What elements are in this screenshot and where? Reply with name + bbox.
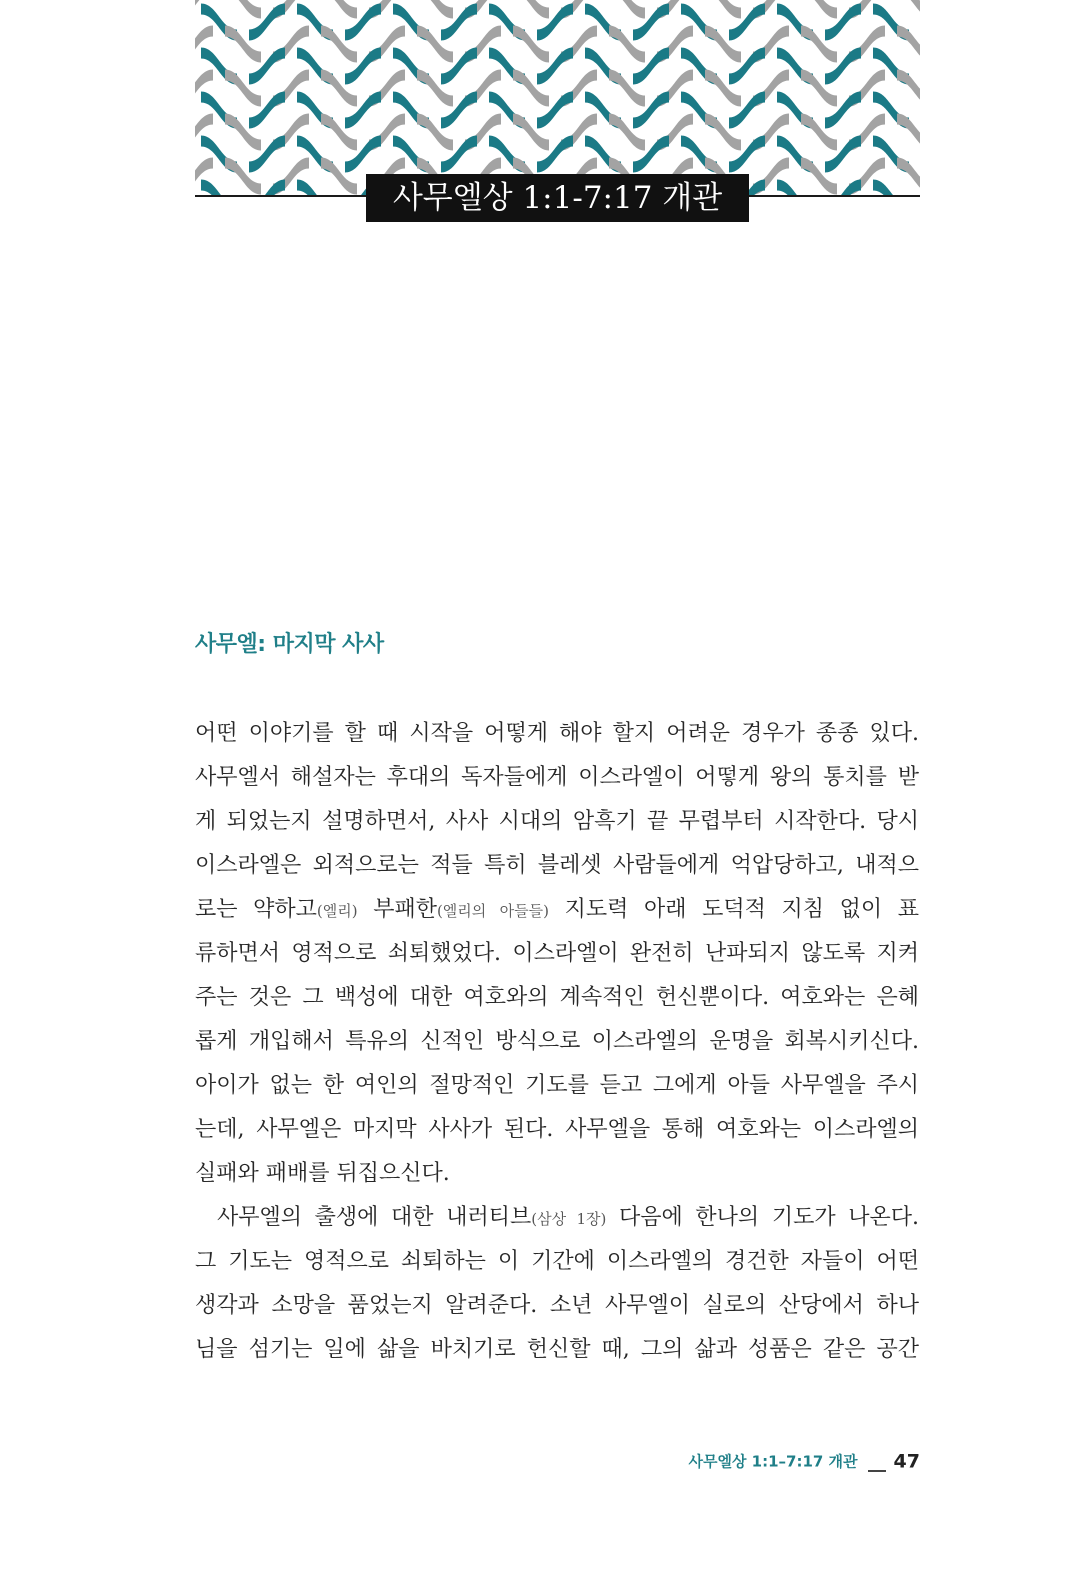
inline-note: (삼상 1장) <box>531 1210 607 1228</box>
wave-stroke <box>705 0 741 19</box>
wave-stroke <box>513 0 549 19</box>
chapter-title: 사무엘상 1:1-7:17 개관 <box>366 174 749 222</box>
body-text-run: 사무엘의 출생에 대한 내러티브 <box>217 1205 532 1230</box>
body-line: 주는 것은 그 백성에 대한 여호와의 계속적인 헌신뿐이다. 여호와는 은혜 <box>195 985 919 1010</box>
body-line: 는데, 사무엘은 마지막 사사가 된다. 사무엘을 통해 여호와는 이스라엘의 <box>195 1117 919 1142</box>
wave-stroke <box>873 180 909 197</box>
wave-stroke <box>897 114 920 151</box>
body-text-run: 다음에 한나의 기도가 나온다. <box>606 1205 919 1230</box>
inline-note: (엘리의 아들들) <box>436 902 549 920</box>
body-line: 류하면서 영적으로 쇠퇴했었다. 이스라엘이 완전히 난파되지 않도록 지켜 <box>195 941 919 966</box>
body-text-run: 지도력 아래 도덕적 지침 없이 표 <box>549 897 919 922</box>
page-footer <box>688 1446 920 1476</box>
body-line: 아이가 없는 한 여인의 절망적인 기도를 듣고 그에게 아들 사무엘을 주시 <box>195 1073 919 1098</box>
body-line: 생각과 소망을 품었는지 알려준다. 소년 사무엘이 실로의 산당에서 하나 <box>195 1293 919 1318</box>
body-line: 사무엘서 해설자는 후대의 독자들에게 이스라엘이 어떻게 왕의 통치를 받 <box>195 765 919 790</box>
body-line: 실패와 패배를 뒤집으신다. <box>195 1161 450 1186</box>
wave-stroke <box>321 0 357 19</box>
wave-stroke <box>417 0 453 19</box>
footer-separator <box>868 1470 886 1472</box>
wave-stroke <box>225 0 261 19</box>
body-line <box>195 1196 919 1240</box>
running-title: 사무엘상 1:1–7:17 개관 <box>688 1452 858 1471</box>
body-line: 어떤 이야기를 할 때 시작을 어떻게 해야 할지 어려운 경우가 종종 있다. <box>195 721 919 746</box>
body-line: 롭게 개입해서 특유의 신적인 방식으로 이스라엘의 운명을 회복시키신다. <box>195 1029 919 1054</box>
wave-stroke <box>801 0 837 19</box>
wave-stroke <box>897 70 920 107</box>
wave-stroke <box>777 180 813 197</box>
header-wave-pattern <box>195 0 920 196</box>
body-line <box>195 888 919 932</box>
body-line: 그 기도는 영적으로 쇠퇴하는 이 기간에 이스라엘의 경건한 자들이 어떤 <box>195 1249 919 1274</box>
wave-stroke <box>897 26 920 63</box>
wave-stroke <box>297 180 333 197</box>
page-number: 47 <box>893 1450 920 1473</box>
wave-stroke <box>609 0 645 19</box>
wave-stroke <box>897 0 920 19</box>
body-line: 게 되었는지 설명하면서, 사사 시대의 암흑기 끝 무렵부터 시작한다. 당시 <box>195 809 919 834</box>
wave-stroke <box>897 158 920 195</box>
body-text-run: 로는 약하고 <box>195 897 317 922</box>
inline-note: (엘리) <box>316 902 358 920</box>
section-heading: 사무엘: 마지막 사사 <box>195 632 384 657</box>
body-text-run: 부패한 <box>357 897 437 922</box>
body-line: 님을 섬기는 일에 삶을 바치기로 헌신할 때, 그의 삶과 성품은 같은 공간 <box>195 1337 919 1362</box>
body-line: 이스라엘은 외적으로는 적들 특히 블레셋 사람들에게 억압당하고, 내적으 <box>195 853 919 878</box>
body-text <box>195 712 919 1372</box>
wave-stroke <box>201 180 237 197</box>
